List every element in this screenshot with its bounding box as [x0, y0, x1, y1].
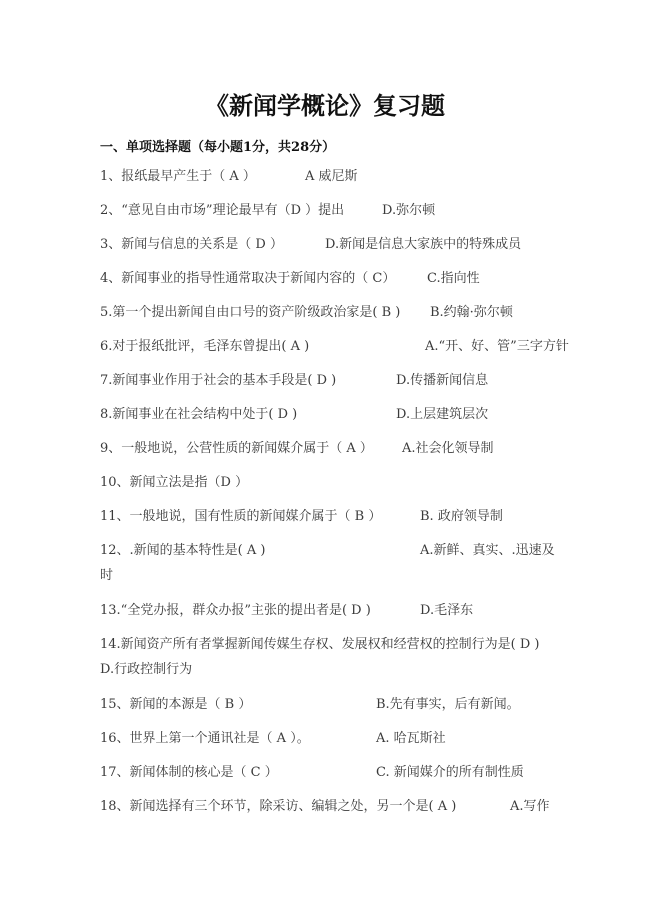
answer-text: B.先有事实，后有新闻。	[376, 697, 520, 712]
question-text: 15、新闻的本源是（ B ）	[100, 697, 252, 712]
answer-text: A.“开、好、管”三字方针	[425, 339, 569, 354]
question-6	[100, 338, 569, 356]
page-title: 《新闻学概论》复习题	[205, 91, 445, 120]
answer-text: A.社会化领导制	[402, 441, 494, 456]
question-9	[100, 440, 494, 458]
question-text: 10、新闻立法是指（D ）	[100, 475, 249, 490]
question-text: 1、报纸最早产生于（ A ）	[100, 169, 256, 184]
question-5	[100, 304, 513, 322]
question-1	[100, 168, 358, 186]
question-13	[100, 602, 474, 620]
question-14	[100, 636, 540, 654]
question-8	[100, 406, 489, 424]
question-text: 3、新闻与信息的关系是（ D ）	[100, 237, 283, 252]
answer-text: C. 新闻媒介的所有制性质	[376, 765, 524, 780]
answer-text: A 威尼斯	[305, 169, 358, 184]
question-4	[100, 270, 480, 288]
question-text: 13.“全党办报，群众办报”主张的提出者是( D )	[100, 603, 371, 618]
question-15	[100, 696, 520, 714]
answer-text: A. 哈瓦斯社	[376, 731, 446, 746]
question-18	[100, 798, 550, 816]
answer-text: D.传播新闻信息	[396, 373, 489, 388]
answer-text: D.弥尔顿	[382, 203, 436, 218]
question-text: 6.对于报纸批评，毛泽东曾提出( A )	[100, 339, 310, 354]
question-2	[100, 202, 436, 220]
question-14-continuation: D.行政控制行为	[100, 662, 193, 677]
question-3	[100, 236, 522, 254]
answer-text: C.指向性	[427, 271, 480, 286]
question-text: 9、一般地说，公营性质的新闻媒介属于（ A ）	[100, 441, 373, 456]
answer-text: D.毛泽东	[420, 603, 474, 618]
question-text: 18、新闻选择有三个环节，除采访、编辑之处，另一个是( A )	[100, 799, 457, 814]
question-text: 11、一般地说，国有性质的新闻媒介属于（ B ）	[100, 509, 382, 524]
question-text: 5.第一个提出新闻自由口号的资产阶级政治家是( B )	[100, 305, 401, 320]
answer-text: D.上层建筑层次	[396, 407, 489, 422]
question-text: 17、新闻体制的核心是（ C ）	[100, 765, 278, 780]
answer-text: A.新鲜、真实、.迅速及	[420, 543, 555, 558]
question-7	[100, 372, 489, 390]
question-11	[100, 508, 503, 526]
question-16	[100, 730, 446, 748]
question-text: 2、“意见自由市场”理论最早有（D ）提出	[100, 203, 345, 218]
answer-text: D.新闻是信息大家族中的特殊成员	[325, 237, 522, 252]
question-12-continuation: 时	[100, 568, 114, 583]
answer-text: B. 政府领导制	[420, 509, 503, 524]
question-text: 8.新闻事业在社会结构中处于( D )	[100, 407, 298, 422]
question-text: 14.新闻资产所有者掌握新闻传媒生存权、发展权和经营权的控制行为是( D )	[100, 637, 540, 652]
section-heading: 一、单项选择题（每小题1分，共28分）	[100, 140, 336, 155]
question-12	[100, 542, 555, 560]
question-text: 16、世界上第一个通讯社是（ A ）。	[100, 731, 310, 746]
question-text: 4、新闻事业的指导性通常取决于新闻内容的（ C）	[100, 271, 396, 286]
question-text: 7.新闻事业作用于社会的基本手段是( D )	[100, 373, 337, 388]
question-text: 12、.新闻的基本特性是( A )	[100, 543, 266, 558]
question-10	[100, 474, 248, 492]
answer-text: B.约翰·弥尔顿	[430, 305, 513, 320]
question-17	[100, 764, 524, 782]
answer-text: A.写作	[510, 799, 550, 814]
